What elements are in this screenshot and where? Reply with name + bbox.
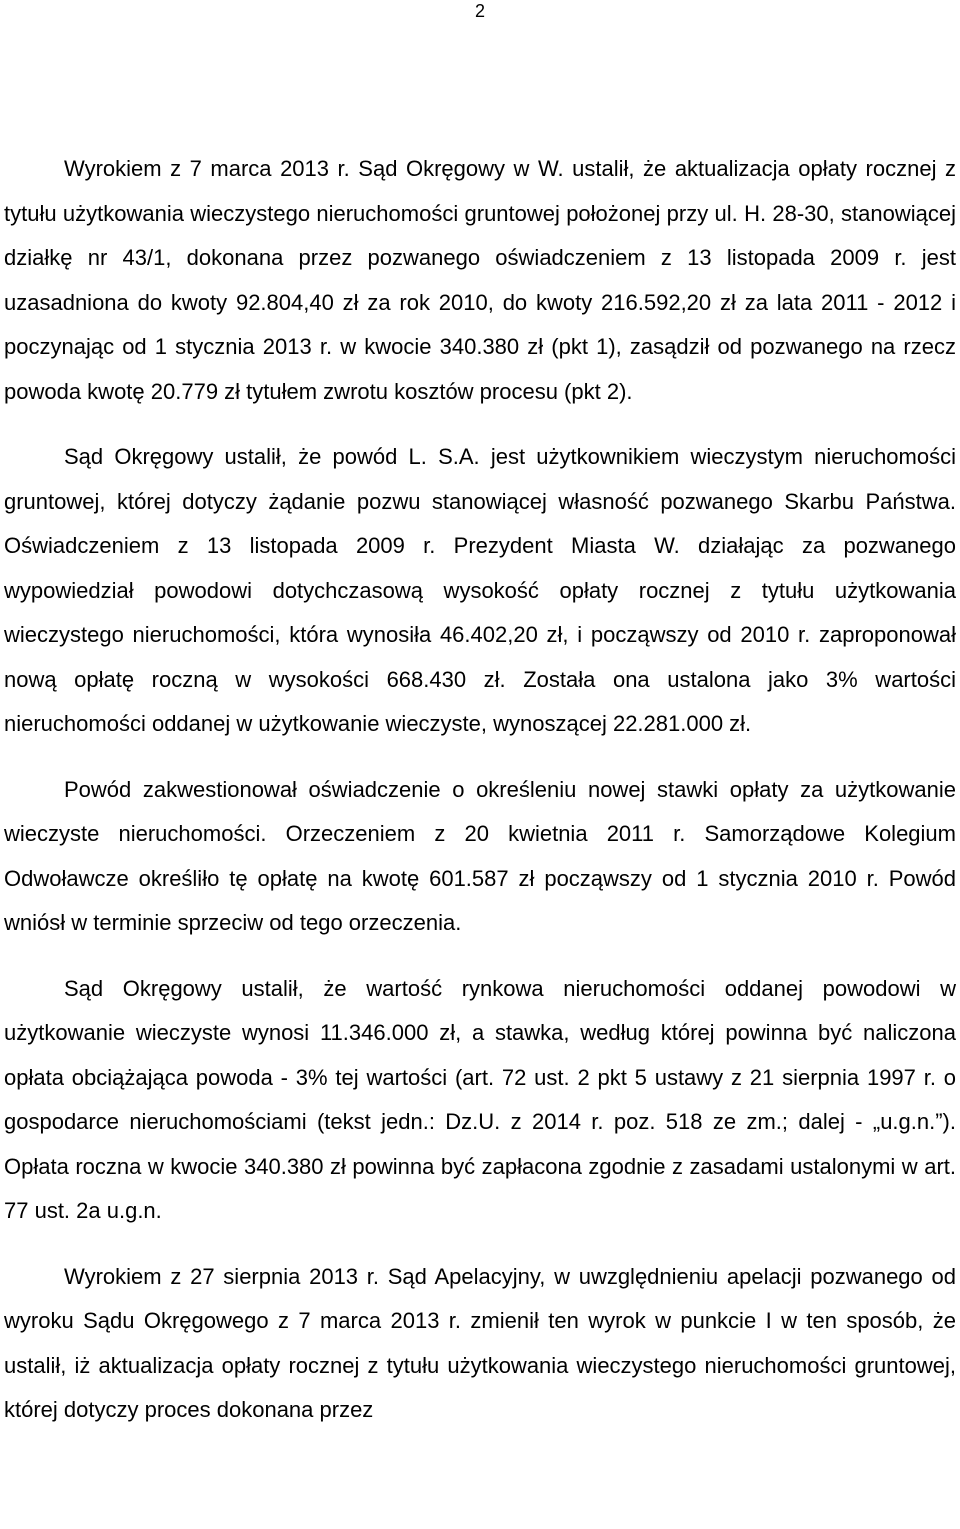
paragraph-challenge: Powód zakwestionował oświadczenie o określeniu nowej stawki opłaty za użytkowanie wieczyste nieruchomości. Orzeczeniem z 20 kwietnia 2011 r. Samorządowe Kolegium Odwoławcze określiło tę opłatę na kwotę 601.587 zł począwszy od 1 stycznia 2010 r. Powód wniósł w terminie sprzeciw od tego orzeczenia. bbox=[4, 776, 956, 935]
paragraph-judgment-2013-03-07: Wyrokiem z 7 marca 2013 r. Sąd Okręgowy w W. ustalił, że aktualizacja opłaty rocznej z tytułu użytkowania wieczystego nieruchomości gruntowej położonej przy ul. H. 28-30, stanowiącej działkę nr 43/1, dokonana przez pozwanego oświadczeniem z 13 listopada 2009 r. jest uzasadniona do kwoty 92.804,40 zł za rok 2010, do kwoty 216.592,20 zł za lata 2011 - 2012 i poczynając od 1 stycznia 2013 r. w kwocie 340.380 zł (pkt 1), zasądził od pozwanego na rzecz powoda kwotę 20.779 zł tytułem zwrotu kosztów procesu (pkt 2). bbox=[4, 156, 956, 404]
document-body bbox=[4, 147, 956, 1433]
paragraph-gap bbox=[4, 414, 956, 435]
paragraph-gap bbox=[4, 747, 956, 768]
paragraph-gap bbox=[4, 946, 956, 967]
page-number: 2 bbox=[474, 1, 485, 21]
paragraph-appeal-judgment: Wyrokiem z 27 sierpnia 2013 r. Sąd Apelacyjny, w uwzględnieniu apelacji pozwanego od wyroku Sądu Okręgowego z 7 marca 2013 r. zmienił ten wyrok w punkcie I w ten sposób, że ustalił, iż aktualizacja opłaty rocznej z tytułu użytkowania wieczystego nieruchomości gruntowej, której dotyczy proces dokonana przez bbox=[4, 1263, 956, 1422]
paragraph-market-value: Sąd Okręgowy ustalił, że wartość rynkowa nieruchomości oddanej powodowi w użytkowanie wieczyste wynosi 11.346.000 zł, a stawka, według której powinna być naliczona opłata obciążająca powoda - 3% tej wartości (art. 72 ust. 2 pkt 5 ustawy z 21 sierpnia 1997 r. o gospodarce nieruchomościami (tekst jedn.: Dz.U. z 2014 r. poz. 518 ze zm.; dalej - „u.g.n.”). Opłata roczna w kwocie 340.380 zł powinna być zapłacona zgodnie z zasadami ustalonymi w art. 77 ust. 2a u.g.n. bbox=[4, 975, 956, 1223]
paragraph-findings-plaintiff: Sąd Okręgowy ustalił, że powód L. S.A. jest użytkownikiem wieczystym nieruchomości gruntowej, której dotyczy żądanie pozwu stanowiącej własność pozwanego Skarbu Państwa. Oświadczeniem z 13 listopada 2009 r. Prezydent Miasta W. działając za pozwanego wypowiedział powodowi dotychczasową wysokość opłaty rocznej z tytułu użytkowania wieczystego nieruchomości, która wynosiła 46.402,20 zł, i począwszy od 2010 r. zaproponował nową opłatę roczną w wysokości 668.430 zł. Została ona ustalona jako 3% wartości nieruchomości oddanej w użytkowanie wieczyste, wynoszącej 22.281.000 zł. bbox=[4, 444, 956, 736]
paragraph-gap bbox=[4, 1234, 956, 1255]
